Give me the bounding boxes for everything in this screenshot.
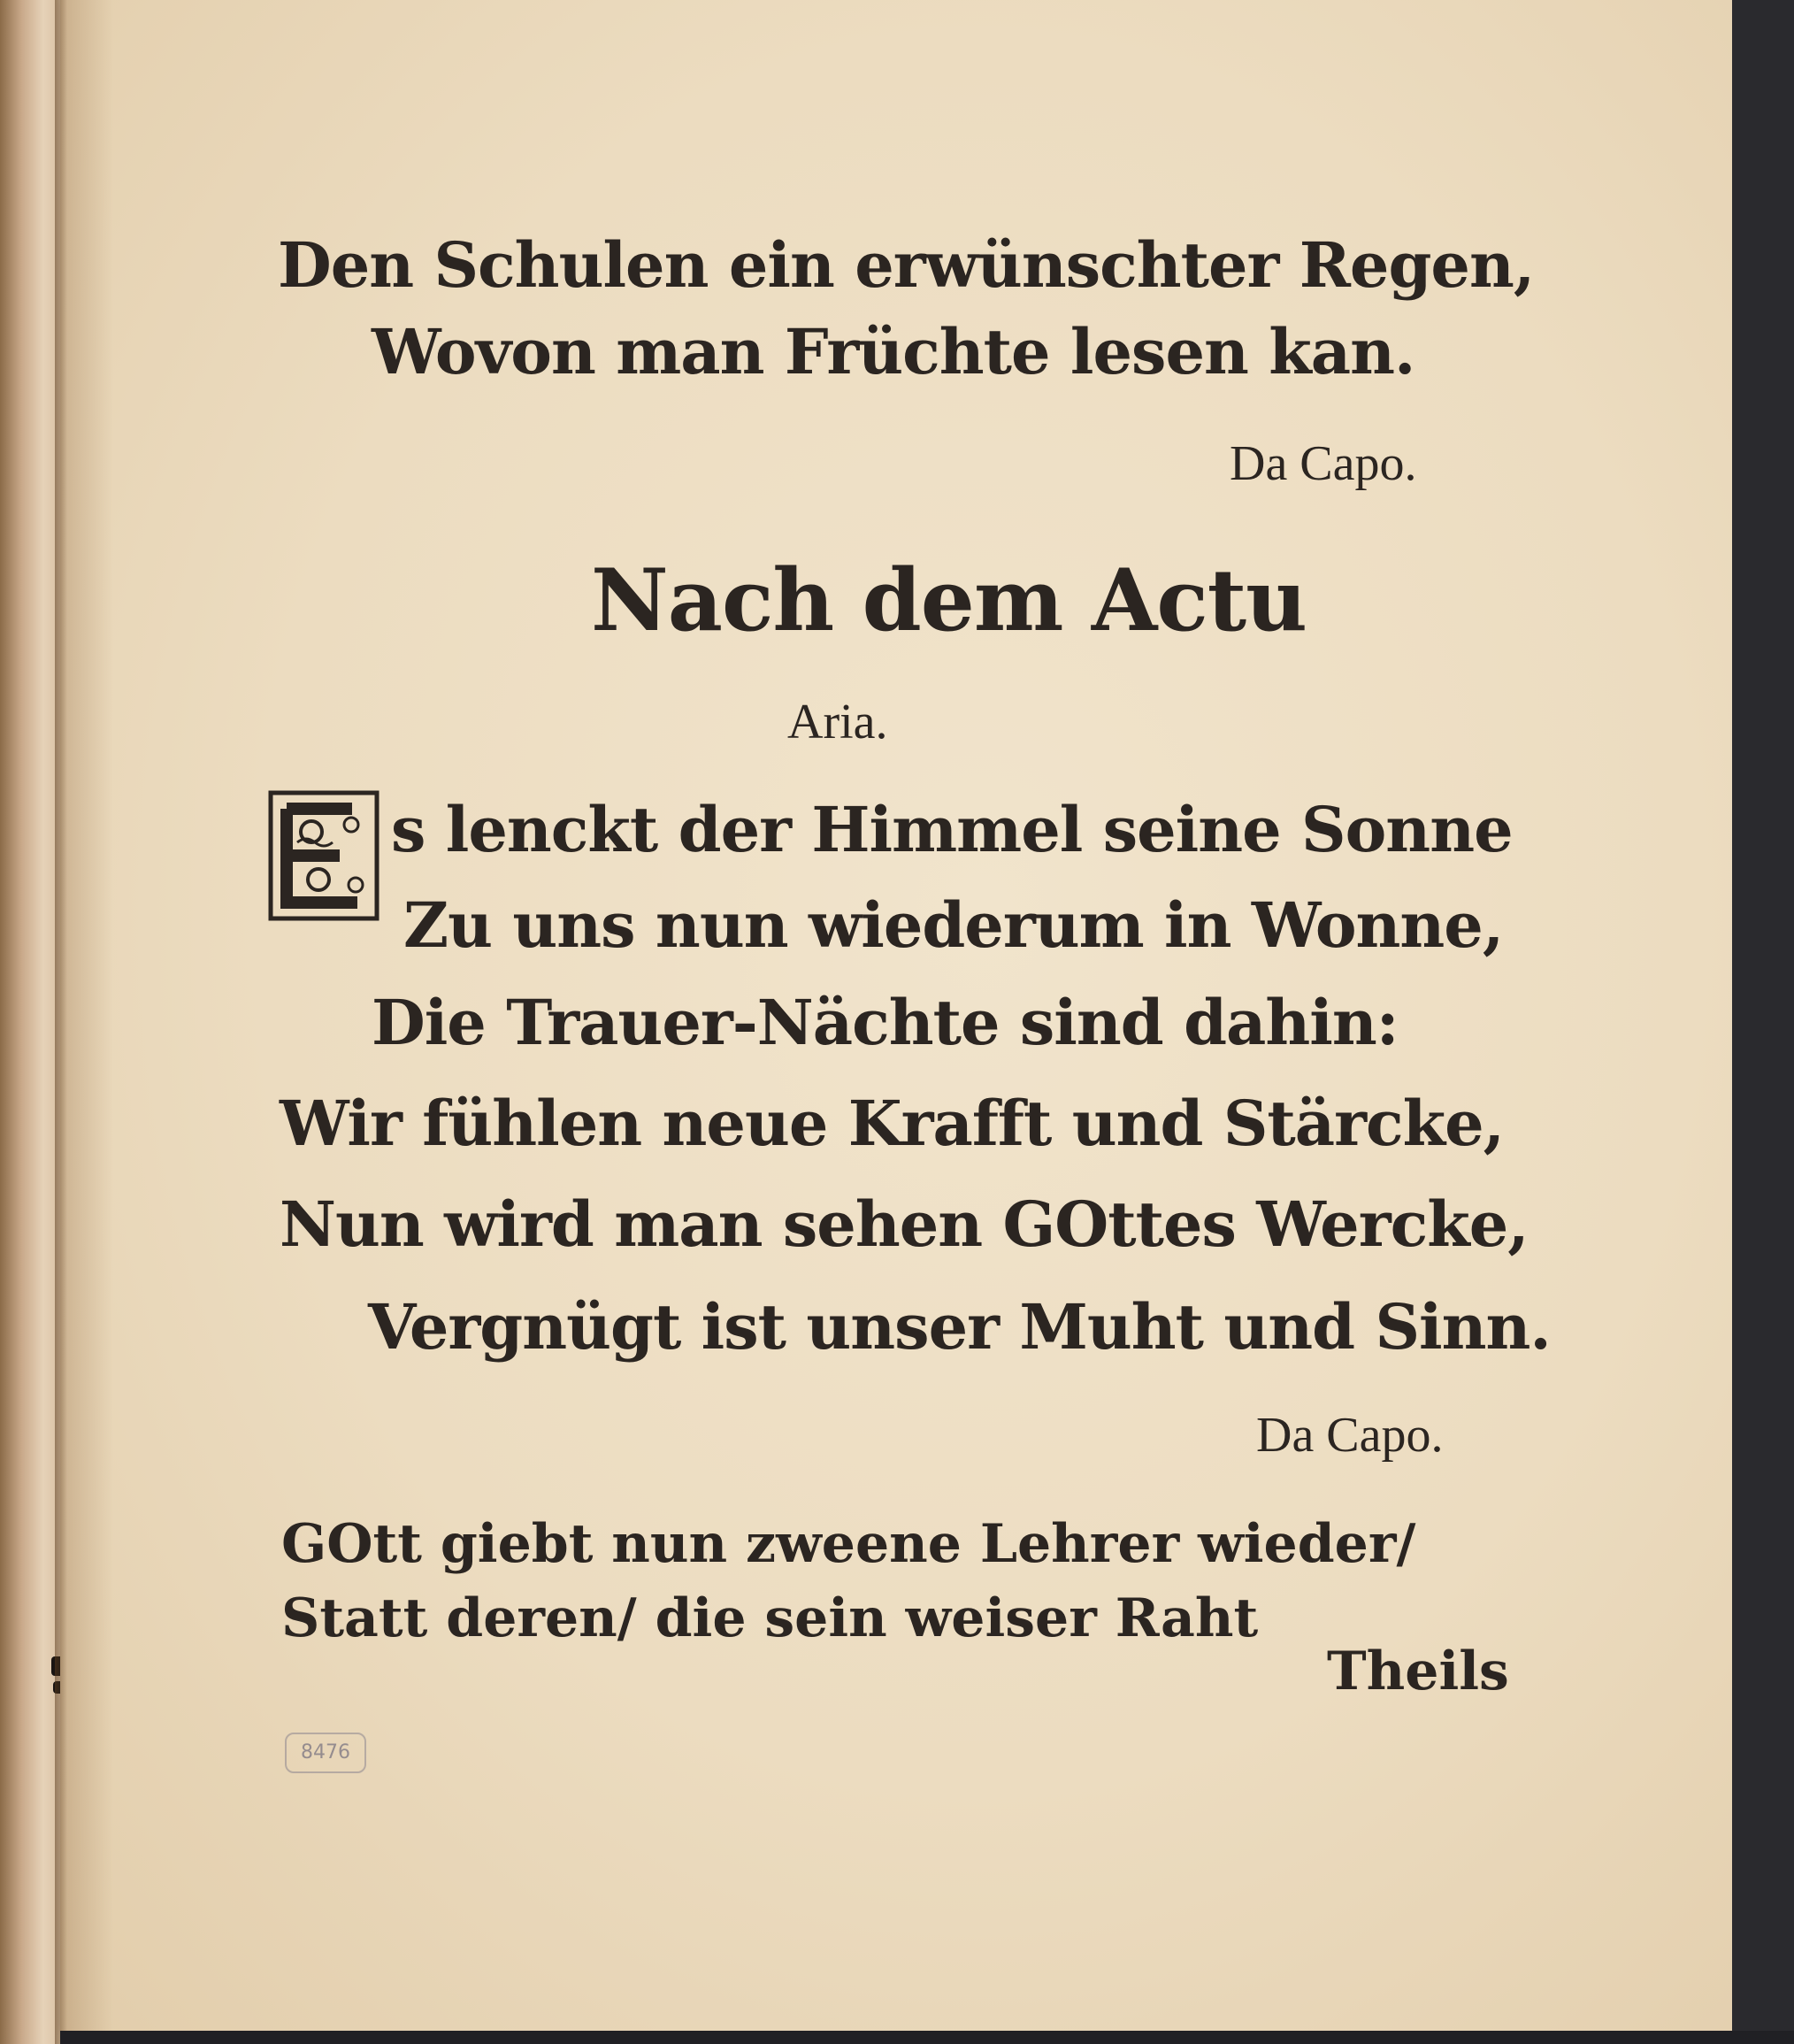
spine-shadow — [60, 0, 113, 2031]
section-heading: Nach dem Actu — [591, 550, 1307, 650]
da-capo-1: Da Capo. — [1230, 436, 1417, 491]
aria-line-4: Wir fühlen neue Krafft und Stärcke, — [280, 1087, 1505, 1160]
verse-line-2: Wovon man Früchte lesen kan. — [372, 315, 1415, 388]
gutter-shadow — [55, 0, 67, 2044]
verse-line-1: Den Schulen ein erwünschter Regen, — [278, 228, 1535, 302]
da-capo-2: Da Capo. — [1256, 1408, 1444, 1463]
aria-line-6: Vergnügt ist unser Muht und Sinn. — [368, 1290, 1551, 1364]
previous-page-edge — [0, 0, 62, 2044]
aria-label: Aria. — [787, 695, 888, 749]
aria-line-1: s lenckt der Himmel seine Sonne — [391, 793, 1513, 866]
recitative-line-2: Statt deren/ die sein weiser Raht — [281, 1587, 1259, 1649]
scan-background-bottom — [60, 2031, 1794, 2044]
aria-line-3: Die Trauer-Nächte sind dahin: — [372, 986, 1399, 1059]
catchword: Theils — [1327, 1641, 1509, 1702]
decorated-initial-e — [267, 789, 380, 922]
library-stamp: 8476 — [285, 1733, 366, 1773]
scan-background-right — [1732, 0, 1794, 2044]
recitative-line-1: GOtt giebt nun zweene Lehrer wieder/ — [281, 1513, 1416, 1575]
aria-line-2: Zu uns nun wiederum in Wonne, — [403, 888, 1504, 962]
aria-line-5: Nun wird man sehen GOttes Wercke, — [280, 1187, 1529, 1261]
